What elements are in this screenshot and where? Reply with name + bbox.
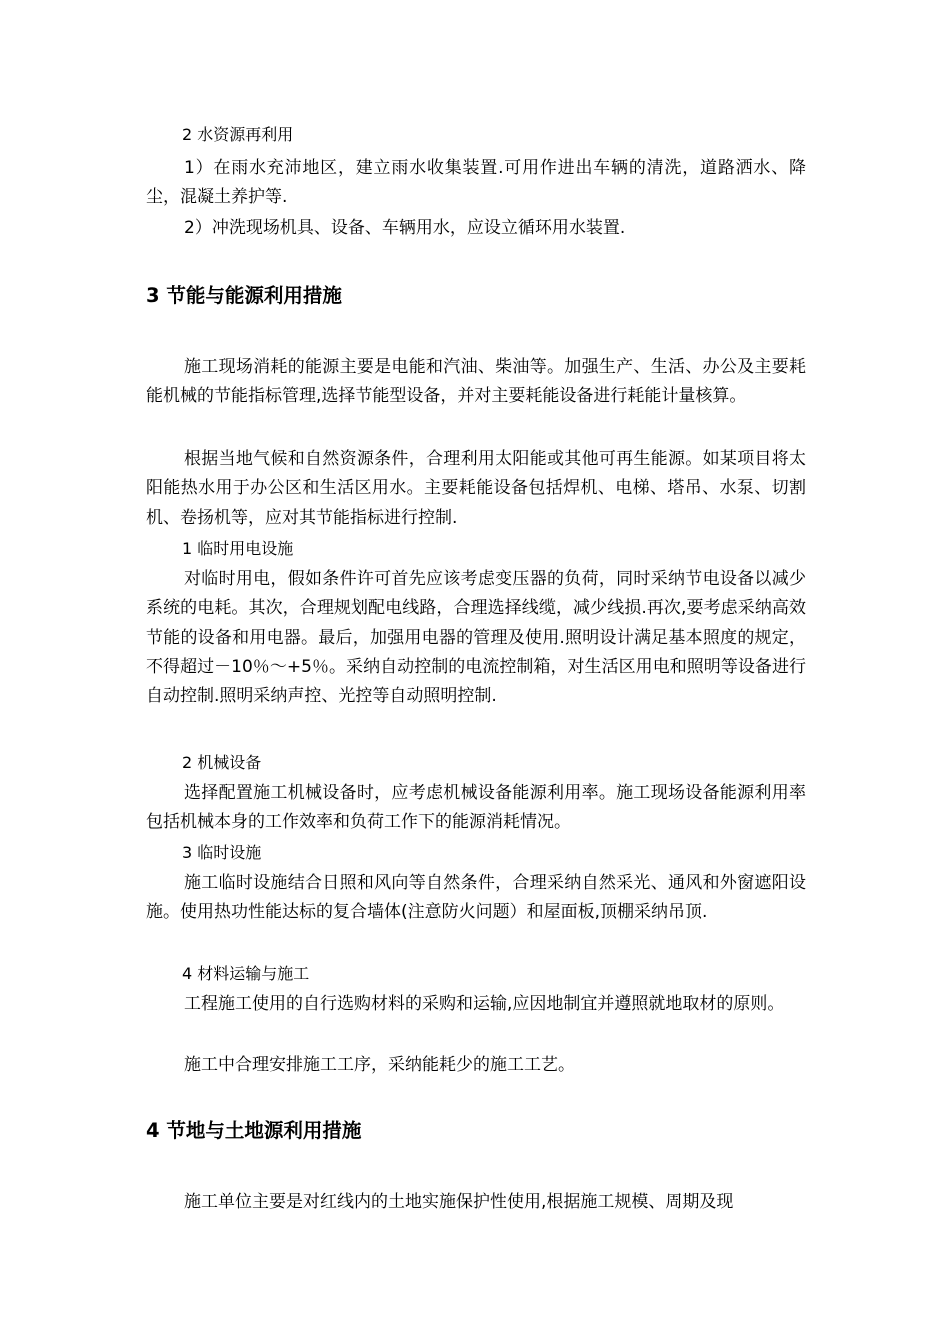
subheading-temporary-electricity: 1 临时用电设施	[182, 539, 294, 558]
subheading-material-transport: 4 材料运输与施工	[182, 964, 310, 983]
paragraph-energy-consumption: 施工现场消耗的能源主要是电能和汽油、柴油等。加强生产、生活、办公及主要耗能机械的节能指标管理,选择节能型设备，并对主要耗能设备进行耗能计量核算。	[146, 357, 806, 407]
paragraph-rainwater-collection: 1）在雨水充沛地区，建立雨水收集装置.可用作进出车辆的清洗，道路洒水、降尘，混凝土养护等.	[146, 158, 806, 208]
paragraph-land-protection: 施工单位主要是对红线内的土地实施保护性使用,根据施工规模、周期及现	[184, 1192, 734, 1212]
paragraph-temporary-facilities: 施工临时设施结合日照和风向等自然条件，合理采纳自然采光、通风和外窗遮阳设施。使用热功性能达标的复合墙体(注意防火问题）和屋面板,顶棚采纳吊顶.	[146, 873, 806, 923]
section-4-heading: 4 节地与土地源利用措施	[146, 1119, 362, 1142]
section-3-heading: 3 节能与能源利用措施	[146, 284, 342, 307]
section-2-subheading-water-reuse: 2 水资源再利用	[182, 125, 294, 144]
paragraph-material-procurement: 工程施工使用的自行选购材料的采购和运输,应因地制宜并遵照就地取材的原则。	[184, 994, 785, 1014]
subheading-temporary-facilities: 3 临时设施	[182, 843, 262, 862]
paragraph-flushing-water: 2）冲洗现场机具、设备、车辆用水，应设立循环用水装置.	[184, 218, 626, 238]
subheading-machinery: 2 机械设备	[182, 753, 262, 772]
paragraph-temporary-electricity: 对临时用电，假如条件许可首先应该考虑变压器的负荷，同时采纳节电设备以减少系统的电耗。其次，合理规划配电线路，合理选择线缆，减少线损.再次,要考虑采纳高效节能的设备和用电器。最后，加强用电器的管理及使用.照明设计满足基本照度的规定，不得超过－10％～+5％。采纳自动控制的电流控制箱，对生活区用电和照明等设备进行自动控制.照明采纳声控、光控等自动照明控制.	[146, 569, 806, 707]
paragraph-machinery: 选择配置施工机械设备时，应考虑机械设备能源利用率。施工现场设备能源利用率包括机械本身的工作效率和负荷工作下的能源消耗情况。	[146, 783, 806, 833]
paragraph-construction-process: 施工中合理安排施工工序，采纳能耗少的施工工艺。	[184, 1055, 575, 1075]
paragraph-renewable-energy: 根据当地气候和自然资源条件，合理利用太阳能或其他可再生能源。如某项目将太阳能热水用于办公区和生活区用水。主要耗能设备包括焊机、电梯、塔吊、水泵、切割机、卷扬机等，应对其节能指标进行控制.	[146, 449, 806, 528]
